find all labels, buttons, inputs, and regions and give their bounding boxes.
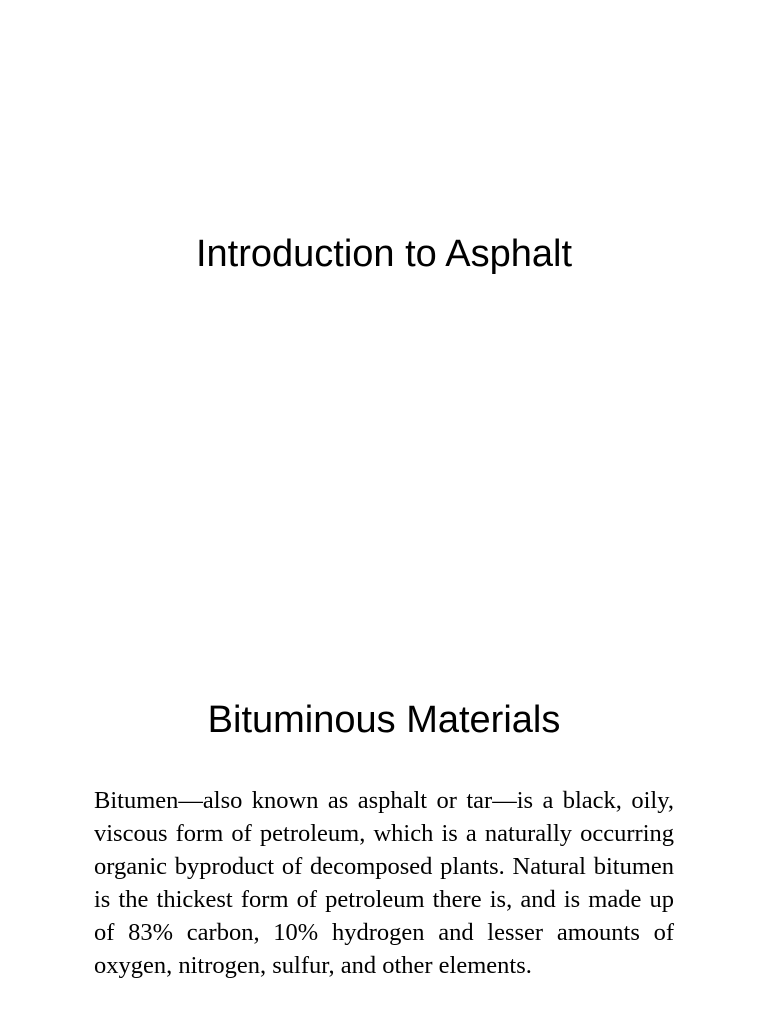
slide-title: Introduction to Asphalt <box>195 233 573 275</box>
slide-bituminous-materials <box>0 512 768 1024</box>
slide-body-text: Bitumen—also known as asphalt or tar—is a black, oily, viscous form of petroleum, which is a naturally occurring organic byproduct of decomposed plants. Natural bitumen is the thickest form of petroleum there is, and is made up of 83% carbon, 10% hydrogen and lesser amounts of oxygen, nitrogen, sulfur, and other elements. <box>94 787 674 979</box>
slide-title: Bituminous Materials <box>207 699 561 741</box>
